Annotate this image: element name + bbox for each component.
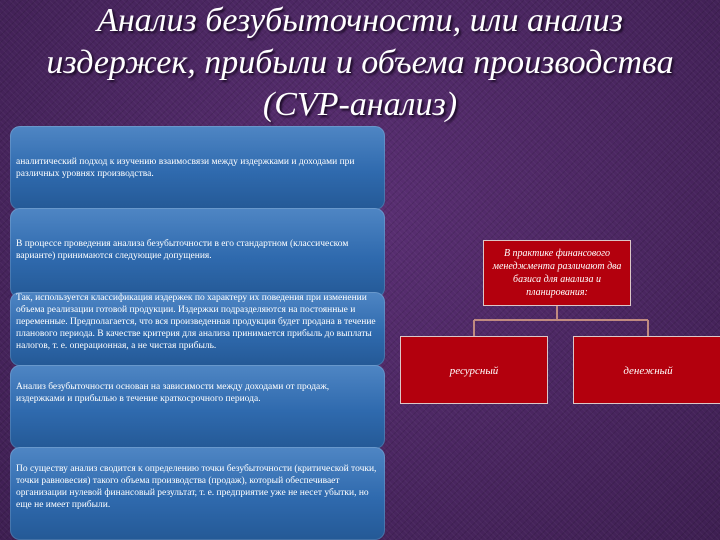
text-block-basis-text: Анализ безубыточности основан на зависимости между доходами от продаж, издержками и прибылью в течение краткосрочного периода. — [16, 382, 330, 404]
text-block-classification-text: Так, используется классификация издержек по характеру их поведения при изменении объема реализации готовой продукции. Издержки подразделяются на постоянные и переменные. Предполагается, что вся произведенная продукция будет продана в течение планового периода. В качестве критерия для анализа принимается прибыль до выплаты налогов, т. е. операционная, а не чистая прибыль. — [16, 293, 376, 351]
tree-node-resource — [400, 336, 548, 404]
tree-node-resource-text: ресурсный — [449, 365, 499, 377]
slide-title: Анализ безубыточности, или анализ издержек, прибыли и объема производства (CVP-анализ) — [46, 2, 674, 123]
tree-root-text: В практике финансового менеджмента различают два базиса для анализа и планирования: — [492, 248, 622, 298]
tree-node-monetary-text: денежный — [623, 365, 673, 377]
tree-root-node — [483, 240, 631, 306]
text-block-assumptions-text: В процессе проведения анализа безубыточности в его стандартном (классическом варианте) принимаются следующие допущения. — [16, 239, 349, 261]
text-block-definition-text: аналитический подход к изучению взаимосвязи между издержками и доходами при различных уровнях производства. — [16, 157, 355, 179]
text-block-breakeven-point-text: По существу анализ сводится к определению точки безубыточности (критической точки, точки равновесия) такого объема производства (продаж), который обеспечивает организации нулевой финансовый результат, т. е. предприятие уже не несет убытки, но еще не имеет прибыли. — [16, 464, 377, 510]
tree-node-monetary — [573, 336, 720, 404]
